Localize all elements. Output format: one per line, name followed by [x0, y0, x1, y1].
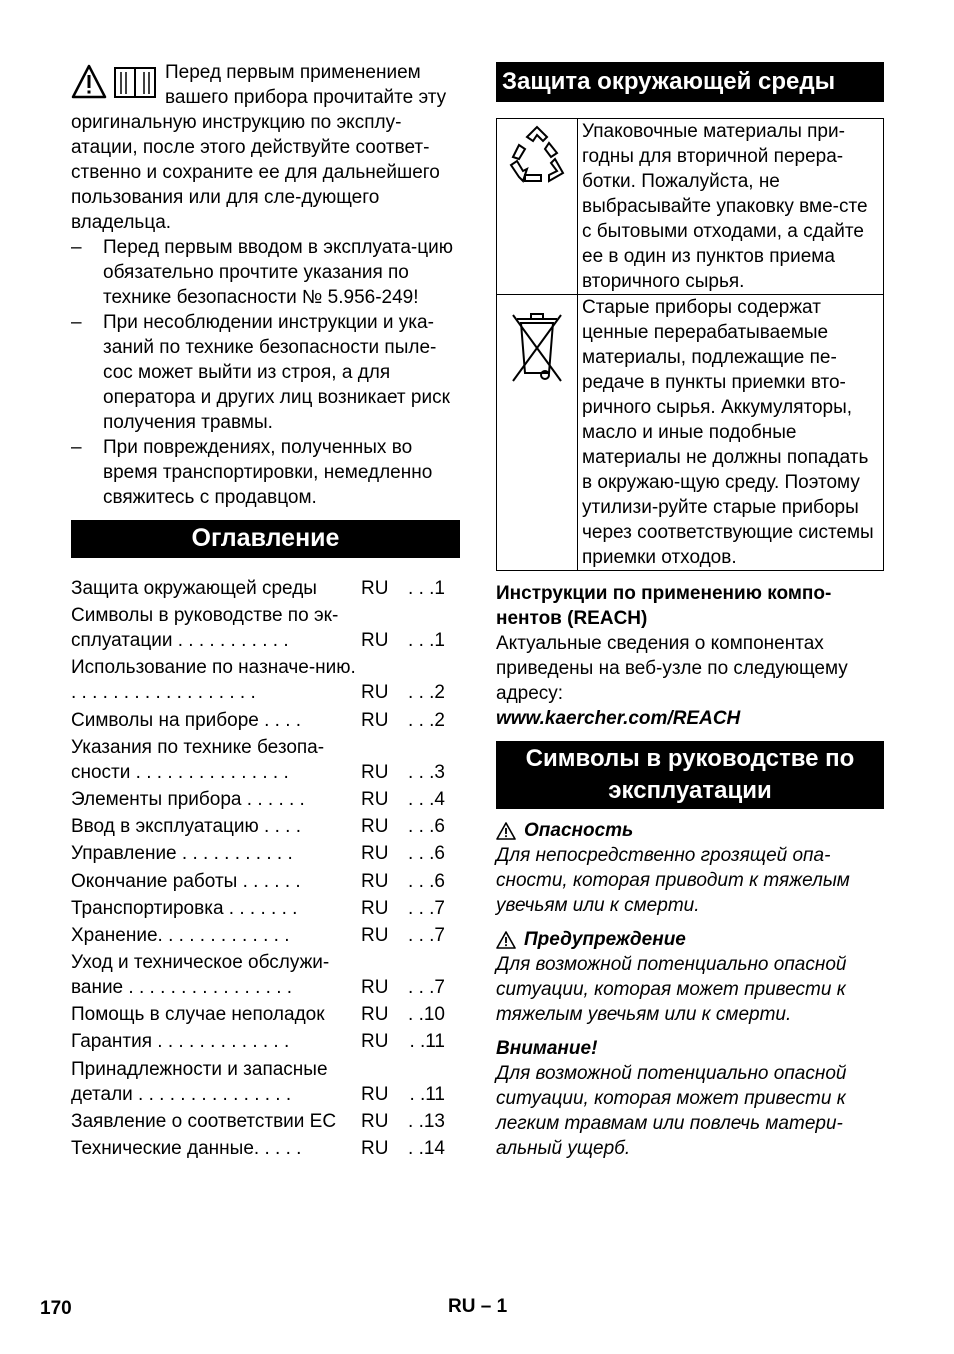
toc-entry-lang: RU — [361, 1031, 389, 1053]
toc-entry[interactable] — [71, 1136, 460, 1161]
right-column — [496, 62, 884, 1161]
toc-entry[interactable] — [71, 1057, 460, 1107]
toc-entry-title: Технические данные. . . . . — [71, 1138, 302, 1159]
left-column — [71, 60, 460, 1163]
toc-entry-lang: RU — [361, 788, 389, 810]
toc-entry-lang: RU — [361, 843, 389, 865]
toc-entry-title: Окончание работы . . . . . . — [71, 870, 301, 892]
toc-entry-title: Защита окружающей среды — [71, 578, 317, 599]
toc-entry-page: . .13 — [408, 1110, 445, 1132]
crossed-bin-icon — [499, 295, 575, 385]
env-row-disposal — [497, 295, 884, 571]
warning-label: Предупреждение — [496, 927, 884, 952]
danger-text: Для непосредственно грозящей опа-сности, которая приводит к тяжелым увечьям или к смерти. — [496, 845, 850, 916]
env-text-disposal: Старые приборы содержат ценные перерабатываемые материалы, подлежащие пе-редаче в пункты приемки вто-ричного сырья. Аккумуляторы, масло и иные подобные материалы не должны попадать в окружаю-щую среду. Поэтому утилизи-руйте старые приборы через соответствующие системы приемки отходов. — [578, 295, 884, 571]
toc-entry-page: . .14 — [408, 1138, 445, 1159]
toc-entry-title: Использование по назначе-нию. . . . . . . . . . . . . . . . . . . — [71, 657, 356, 704]
toc-entry-title: Уход и техническое обслужи-вание . . . . . . . . . . . . . . . . — [71, 952, 330, 999]
toc-entry-page: . . .7 — [408, 924, 445, 946]
intro-text: Перед первым применением вашего прибора прочитайте эту оригинальную инструкцию по эксплу-атации, после этого действуйте соответ-ственно и сохраните ее для дальнейшего пользования или для сле-дующего владельца. — [71, 62, 447, 233]
toc-entry-title: Символы в руководстве по эк-сплуатации . . . . . . . . . . . — [71, 605, 339, 652]
toc-entry-title: Транспортировка . . . . . . . — [71, 897, 298, 919]
toc-entry-lang: RU — [361, 924, 389, 946]
footer-section: RU – 1 — [448, 1296, 508, 1317]
toc-entry-lang: RU — [361, 1110, 389, 1132]
toc-entry-title: Элементы прибора . . . . . . — [71, 788, 305, 810]
toc-entry-title: Указания по технике безопа-сности . . . . . . . . . . . . . . . — [71, 736, 325, 783]
toc-entry-lang: RU — [361, 897, 389, 919]
page-number: 170 — [40, 1298, 72, 1319]
toc-entry-lang: RU — [361, 709, 389, 731]
toc-entry[interactable] — [71, 950, 460, 1000]
table-of-contents — [71, 576, 460, 1161]
toc-entry[interactable] — [71, 896, 460, 921]
env-table — [496, 118, 884, 571]
warning-triangle-icon — [496, 822, 516, 840]
toc-entry-page: . . .6 — [408, 816, 445, 838]
toc-entry-page: . . .2 — [408, 709, 445, 731]
toc-entry[interactable] — [71, 1002, 460, 1027]
toc-entry-lang: RU — [361, 630, 389, 652]
toc-entry-lang: RU — [361, 761, 389, 783]
toc-entry-page: . . .1 — [408, 578, 445, 599]
toc-entry-lang: RU — [361, 816, 389, 838]
toc-entry-page: . .11 — [409, 1031, 445, 1053]
toc-entry-page: . . .2 — [408, 682, 445, 704]
env-icon-cell — [497, 119, 578, 295]
toc-entry[interactable] — [71, 603, 460, 653]
intro-bullet: – При повреждениях, полученных во время транспортировки, немедленно свяжитесь с продавцом. — [71, 437, 433, 508]
toc-entry[interactable] — [71, 735, 460, 785]
warning-text: Для возможной потенциально опасной ситуации, которая может привести к тяжелым увечьям или к смерти. — [496, 954, 847, 1025]
toc-entry-lang: RU — [361, 1138, 389, 1159]
toc-entry[interactable] — [71, 814, 460, 839]
toc-entry-page: . . .6 — [408, 870, 445, 892]
toc-entry-lang: RU — [361, 1083, 389, 1105]
intro-bullet: – При несоблюдении инструкции и ука-заний по технике безопасности пыле-сос может выйти из строя, а для оператора и других лиц возникает риск получения травмы. — [71, 312, 450, 433]
toc-entry-page: . . .3 — [408, 761, 445, 783]
manual-book-icon — [113, 64, 157, 100]
caution-text: Для возможной потенциально опасной ситуации, которая может привести к легким травмам или повлечь матери-альный ущерб. — [496, 1063, 847, 1159]
reach-heading: Инструкции по применению компо-нентов (REACH) — [496, 583, 832, 629]
warning-triangle-icon — [71, 64, 107, 100]
intro-icons — [71, 60, 165, 110]
toc-entry-lang: RU — [361, 870, 389, 892]
env-row-recycle — [497, 119, 884, 295]
env-heading: Защита окружающей среды — [496, 62, 884, 102]
env-icon-cell — [497, 295, 578, 571]
danger-label: Опасность — [496, 818, 884, 843]
toc-entry[interactable] — [71, 841, 460, 866]
toc-entry-lang: RU — [361, 682, 389, 704]
toc-entry-title: Управление . . . . . . . . . . . — [71, 843, 293, 865]
toc-entry-page: . . .6 — [408, 843, 445, 865]
toc-entry-title: Символы на приборе . . . . — [71, 709, 302, 731]
toc-entry-lang: RU — [361, 1004, 389, 1026]
toc-entry[interactable] — [71, 923, 460, 948]
reach-text: Актуальные сведения о компонентах приведены на веб-узле по следующему адресу: — [496, 633, 848, 704]
caution-label: Внимание! — [496, 1038, 598, 1059]
toc-entry-title: Хранение. . . . . . . . . . . . . — [71, 924, 290, 946]
toc-entry[interactable] — [71, 655, 460, 705]
env-text-recycle: Упаковочные материалы при-годны для вторичной перера-ботки. Пожалуйста, не выбрасывайте упаковку вме-сте с бытовыми отходами, а сдайте ее в один из пунктов приема вторичного сырья. — [578, 119, 884, 295]
symbols-heading: Символы в руководстве по эксплуатации — [496, 741, 884, 809]
toc-entry-page: . . .7 — [408, 977, 445, 999]
toc-entry-page: . . .7 — [408, 897, 445, 919]
reach-url-link[interactable]: www.kaercher.com/REACH — [496, 708, 741, 729]
toc-entry-page: . . .1 — [408, 630, 445, 652]
toc-entry-title: Помощь в случае неполадок — [71, 1004, 325, 1026]
toc-entry[interactable] — [71, 1109, 460, 1134]
toc-entry-lang: RU — [361, 578, 389, 599]
toc-heading: Оглавление — [71, 520, 460, 558]
toc-entry-title: Принадлежности и запасные детали . . . . . . . . . . . . . . . — [71, 1058, 328, 1105]
intro-bullet: – Перед первым вводом в эксплуата-цию обязательно прочтите указания по технике безопасности № 5.956-249! — [71, 237, 453, 308]
recycle-icon — [499, 119, 575, 199]
toc-entry[interactable] — [71, 787, 460, 812]
toc-entry-page: . .10 — [408, 1004, 445, 1026]
toc-entry[interactable] — [71, 869, 460, 894]
warning-triangle-icon — [496, 931, 516, 949]
toc-entry-title: Ввод в эксплуатацию . . . . — [71, 816, 302, 838]
toc-entry[interactable] — [71, 1029, 460, 1054]
toc-entry-title: Заявление о соответствии ЕС — [71, 1110, 337, 1132]
toc-entry-page: . .11 — [409, 1083, 445, 1105]
toc-entry-title: Гарантия . . . . . . . . . . . . . — [71, 1031, 290, 1053]
toc-entry[interactable] — [71, 576, 460, 601]
intro-block — [71, 60, 460, 235]
toc-entry[interactable] — [71, 708, 460, 733]
toc-entry-page: . . .4 — [408, 788, 445, 810]
toc-entry-lang: RU — [361, 977, 389, 999]
